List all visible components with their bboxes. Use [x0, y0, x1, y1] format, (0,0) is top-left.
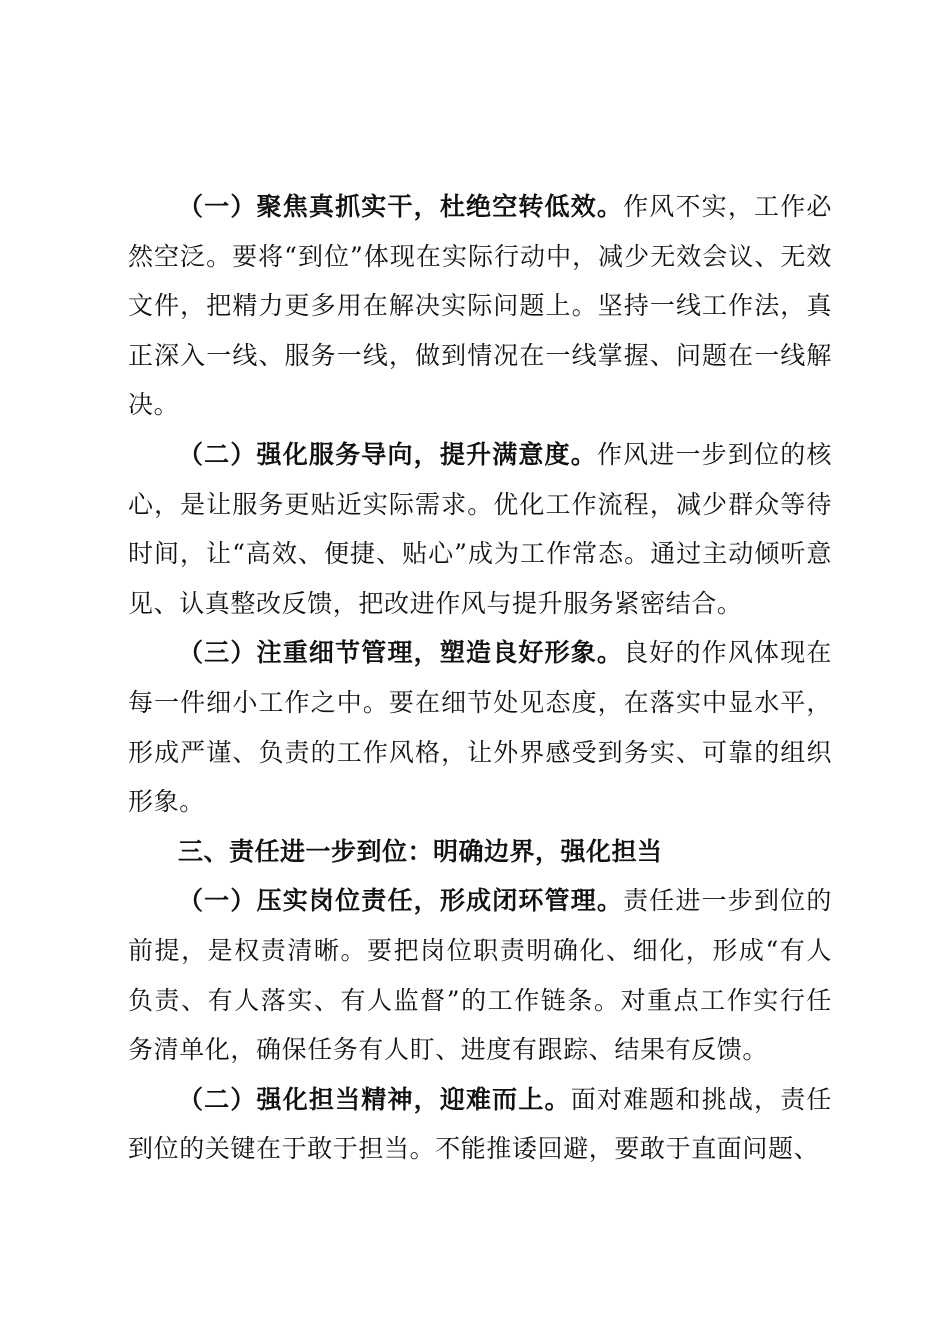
paragraph-lead: （二）强化服务导向，提升满意度。	[178, 439, 597, 469]
paragraph-lead: （一）聚焦真抓实干，杜绝空转低效。	[178, 192, 624, 221]
document-body	[128, 182, 832, 1174]
paragraph-body: 作风不实，工作必然空泛。要将“到位”体现在实际行动中，减少无效会议、无效文件，把精力更多用在解决实际问题上。坚持一线工作法，真正深入一线、服务一线，做到情况在一线掌握、问题在一线解决。	[128, 192, 832, 420]
paragraph-post-responsibility	[128, 876, 832, 1074]
section-heading: 三、责任进一步到位：明确边界，强化担当	[178, 836, 663, 866]
paragraph-lead: （三）注重细节管理，塑造良好形象。	[178, 638, 624, 668]
paragraph-service-orientation	[128, 430, 832, 628]
paragraph-body: 责任进一步到位的前提，是权责清晰。要把岗位职责明确化、细化，形成“有人负责、有人落实、有人监督”的工作链条。对重点工作实行任务清单化，确保任务有人盯、进度有跟踪、结果有反馈。	[128, 886, 832, 1065]
paragraph-lead: （二）强化担当精神，迎难而上。	[178, 1084, 571, 1114]
paragraph-body: 作风进一步到位的核心，是让服务更贴近实际需求。优化工作流程，减少群众等待时间，让“高效、便捷、贴心”成为工作常态。通过主动倾听意见、认真整改反馈，把改进作风与提升服务紧密结合。	[128, 439, 832, 618]
paragraph-body: 面对难题和挑战，责任到位的关键在于敢于担当。不能推诿回避，要敢于直面问题、	[128, 1084, 832, 1164]
paragraph-responsibility-spirit	[128, 1075, 832, 1174]
paragraph-detail-management	[128, 628, 832, 826]
paragraph-focus-practical-work	[128, 182, 832, 430]
paragraph-body: 良好的作风体现在每一件细小工作之中。要在细节处见态度，在落实中显水平，形成严谨、负责的工作风格，让外界感受到务实、可靠的组织形象。	[128, 638, 832, 817]
paragraph-lead: （一）压实岗位责任，形成闭环管理。	[178, 886, 624, 916]
